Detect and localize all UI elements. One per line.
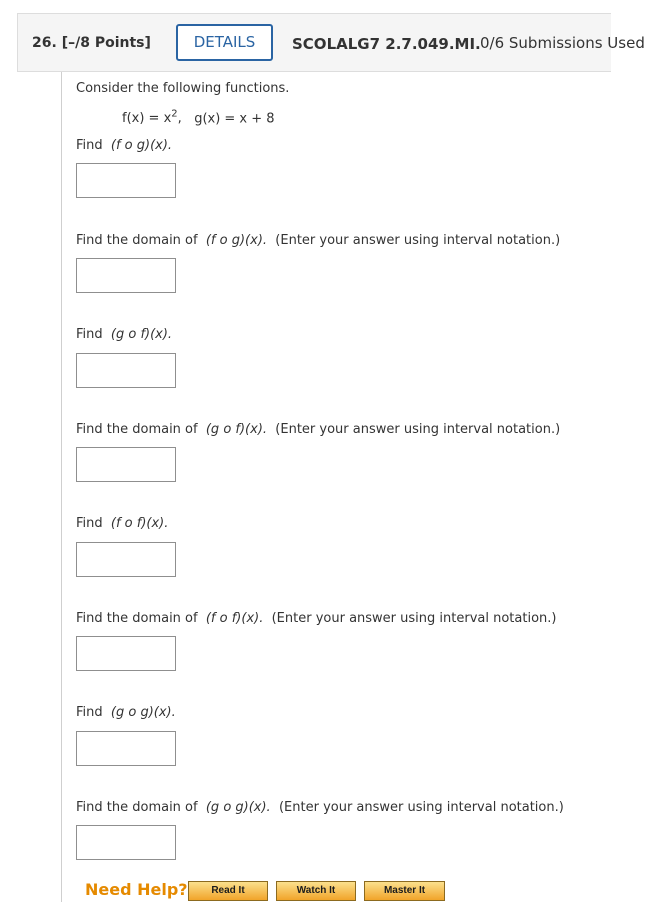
g-definition: g(x) = x + 8 <box>194 111 275 127</box>
part-6-prompt: Find the domain of (f o f)(x). (Enter your answer using interval notation.) <box>76 611 557 626</box>
content-left-rule <box>61 72 62 902</box>
part-5-prompt: Find (f o f)(x). <box>76 516 169 531</box>
part-7-prompt: Find (g o g)(x). <box>76 705 176 720</box>
answer-input-5[interactable] <box>76 542 176 577</box>
answer-input-1[interactable] <box>76 163 176 198</box>
answer-input-2[interactable] <box>76 258 176 293</box>
question-header <box>17 13 645 72</box>
master-it-button[interactable]: Master It <box>364 881 445 901</box>
problem-intro: Consider the following functions. <box>76 81 290 96</box>
answer-input-3[interactable] <box>76 353 176 388</box>
answer-input-7[interactable] <box>76 731 176 766</box>
part-8-prompt: Find the domain of (g o g)(x). (Enter your answer using interval notation.) <box>76 800 564 815</box>
watch-it-button[interactable]: Watch It <box>276 881 356 901</box>
answer-input-8[interactable] <box>76 825 176 860</box>
function-definitions <box>122 109 275 126</box>
details-button[interactable]: DETAILS <box>176 24 273 61</box>
part-3-prompt: Find (g o f)(x). <box>76 327 173 342</box>
part-4-prompt: Find the domain of (g o f)(x). (Enter your answer using interval notation.) <box>76 422 561 437</box>
question-number-points: 26. [–/8 Points] <box>32 35 151 51</box>
answer-input-6[interactable] <box>76 636 176 671</box>
need-help-label: Need Help? <box>85 880 188 899</box>
part-1-prompt: Find (f o g)(x). <box>76 138 173 153</box>
f-definition: $f(x) = x^2$, <box>122 109 182 127</box>
part-2-prompt: Find the domain of (f o g)(x). (Enter your answer using interval notation.) <box>76 233 561 248</box>
question-id: SCOLALG7 2.7.049.MI. <box>292 35 481 53</box>
read-it-button[interactable]: Read It <box>188 881 268 901</box>
answer-input-4[interactable] <box>76 447 176 482</box>
submissions-count: 0/6 Submissions Used <box>480 34 645 52</box>
